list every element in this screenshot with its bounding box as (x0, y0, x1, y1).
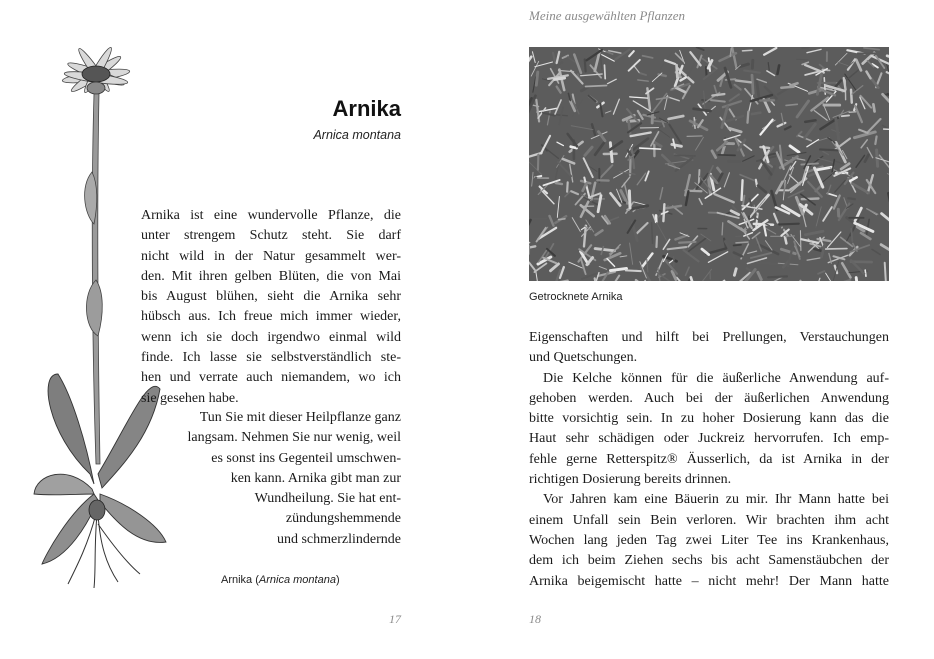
text-line: hübsch aus. Ich freue mich immer wieder, (141, 309, 401, 325)
dried-arnica-photo (529, 47, 889, 281)
text-line: unter strengem Schutz steht. Sie darf (141, 228, 401, 244)
text-line: einem Unfall sein Bein verloren. Wir brachten ihm acht (529, 512, 889, 528)
text-line: Haut sehr schädigen oder Juckreiz hervorrufen. Ich emp- (529, 431, 889, 447)
latin-name: Arnica montana (313, 128, 401, 142)
caption-latin: Arnica montana (258, 574, 336, 586)
text-line: nicht wild in der Natur gesammelt wer- (141, 248, 401, 264)
text-line: den. Mit ihren gelben Blüten, die von Mai (141, 268, 401, 284)
text-line: ken kann. Arnika gibt man zur (230, 470, 401, 486)
text-line: richtigen Dosierung bereits drinnen. (529, 472, 732, 488)
text-line: Wundheilung. Sie hat ent- (254, 491, 401, 507)
text-line: Vor Jahren kam eine Bäuerin zu mir. Ihr Mann hatte bei (543, 492, 889, 508)
text-line: sie gesehen habe. (141, 390, 239, 406)
text-line: bis August blühen, sieht die Arnika sehr (141, 289, 401, 305)
text-line: zündungshemmende (285, 511, 401, 527)
text-line: finde. Ich lasse sie selbstverständlich ste- (141, 350, 401, 366)
text-line: und schmerzlindernde (276, 531, 401, 547)
text-line: langsam. Nehmen Sie nur wenig, weil (187, 430, 401, 446)
text-line: Die Kelche können für die äußerliche Anwendung auf- (543, 370, 889, 386)
page-title: Arnika (332, 96, 401, 121)
text-line: es sonst ins Gegenteil umschwen- (211, 450, 401, 466)
text-line: und Quetschungen. (529, 350, 638, 366)
body-text (529, 328, 889, 592)
body-paragraph-1 (141, 206, 401, 409)
caption-suffix: ) (335, 574, 340, 586)
text-line: fehle gerne Retterspitz® Äusserlich, da ist Arnika in der (529, 451, 889, 467)
body-paragraph-2 (141, 408, 401, 550)
text-line: Tun Sie mit dieser Heilpflanze ganz (199, 410, 401, 425)
text-line: hen und verrate auch niemandem, wo ich (141, 370, 401, 386)
photo-caption: Getrocknete Arnika (529, 291, 623, 303)
right-page (467, 0, 934, 659)
text-line: Arnika beigemischt hatte – nicht mehr! Der Mann hatte (529, 573, 889, 589)
text-line: Arnika ist eine wundervolle Pflanze, die (141, 208, 401, 223)
text-line: dem ich beim Ziehen sechs bis acht Samenstäubchen der (529, 553, 889, 569)
text-line: Wochen lang jeden Tag zwei Liter Tee ins Krankenhaus, (529, 532, 889, 548)
text-line: wenn ich sie doch irgendwo einmal wild (141, 329, 401, 345)
dried-arnica-texture (529, 47, 889, 281)
running-head: Meine ausgewählten Pflanzen (529, 8, 685, 23)
illustration-caption (221, 574, 340, 586)
text-line: Eigenschaften und hilft bei Prellungen, Verstauchungen (529, 330, 889, 345)
text-line: gehoben werden. Auch bei der äußerlichen Anwendung (529, 390, 889, 406)
page-number: 17 (389, 612, 401, 626)
page-number: 18 (529, 612, 541, 626)
text-line: bitte vorsichtig sein. In zu hoher Dosierung kann das die (529, 411, 889, 427)
caption-prefix: Arnika ( (221, 574, 259, 586)
